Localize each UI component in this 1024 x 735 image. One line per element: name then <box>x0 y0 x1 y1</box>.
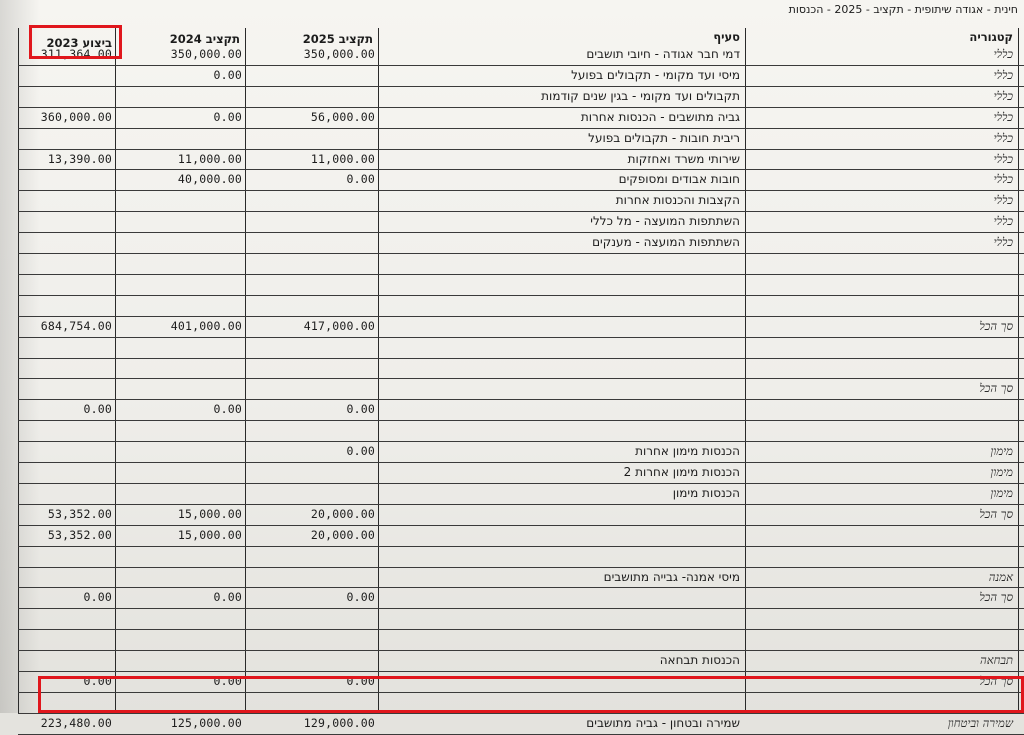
table-row-line <box>18 232 1024 233</box>
cell-category: מימון <box>990 444 1013 459</box>
cell-budget-2025: 0.00 <box>346 172 375 187</box>
cell-budget-2024: 0.00 <box>213 402 242 417</box>
cell-budget-2024: 0.00 <box>213 67 242 82</box>
cell-budget-2025: 350,000.00 <box>303 47 375 61</box>
cell-category: כללי <box>993 88 1013 103</box>
cell-actual-2023: 684,754.00 <box>40 318 112 333</box>
table-row-line <box>18 420 1024 421</box>
grid-line-category <box>1018 28 1019 713</box>
table-row-line <box>18 65 1024 66</box>
cell-item: שירותי משרד ואחזקות <box>627 151 740 166</box>
table-row-line <box>18 358 1024 359</box>
table-row-line <box>18 169 1024 170</box>
cell-budget-2024: 350,000.00 <box>170 47 242 61</box>
table-row-line <box>18 671 1024 672</box>
cell-category: אמנה <box>988 569 1013 584</box>
cell-category: סך הכל <box>979 674 1013 688</box>
table-row-line <box>18 107 1024 108</box>
cell-actual-2023: 53,352.00 <box>47 506 112 521</box>
cell-actual-2023: 53,352.00 <box>47 527 112 542</box>
table-row-line <box>18 587 1024 588</box>
cell-budget-2024: 125,000.00 <box>170 715 242 730</box>
cell-budget-2025: 56,000.00 <box>310 109 375 124</box>
cell-budget-2024: 11,000.00 <box>177 151 242 166</box>
cell-budget-2025: 0.00 <box>346 674 375 688</box>
table-row-line <box>18 378 1024 379</box>
cell-category: סך הכל <box>979 318 1013 333</box>
cell-budget-2025: 20,000.00 <box>310 527 375 542</box>
table-row-line <box>18 608 1024 609</box>
table-row-line <box>18 629 1024 630</box>
cell-actual-2023: 223,480.00 <box>40 715 112 730</box>
cell-actual-2023: 0.00 <box>83 402 112 417</box>
header-budget-2025: תקציב 2025 <box>302 32 373 46</box>
header-budget-2024: תקציב 2024 <box>169 32 240 46</box>
cell-budget-2024: 0.00 <box>213 674 242 688</box>
cell-item: גביה מתושבים - הכנסות אחרות <box>580 109 740 124</box>
cell-category: כללי <box>993 214 1013 229</box>
cell-category: כללי <box>993 151 1013 166</box>
grid-line-item <box>745 28 746 713</box>
cell-actual-2023: 13,390.00 <box>47 151 112 166</box>
cell-item: הכנסות מימון אחרות <box>635 444 740 459</box>
cell-budget-2024: 0.00 <box>213 590 242 605</box>
grid-line-left <box>18 28 19 713</box>
table-row-line <box>18 713 1024 714</box>
table-row-line <box>18 692 1024 693</box>
cell-budget-2024: 401,000.00 <box>170 318 242 333</box>
cell-budget-2024: 15,000.00 <box>177 527 242 542</box>
grid-line-actual <box>115 28 116 713</box>
cell-budget-2025: 0.00 <box>346 444 375 459</box>
table-row-line <box>18 190 1024 191</box>
table-row-line <box>18 650 1024 651</box>
cell-item: תקבולים ועד מקומי - בגין שנים קודמות <box>541 88 740 103</box>
table-row-line <box>18 316 1024 317</box>
cell-budget-2025: 20,000.00 <box>310 506 375 521</box>
cell-budget-2025: 0.00 <box>346 402 375 417</box>
cell-item: הכנסות מימון <box>672 485 740 500</box>
cell-actual-2023: 311,364.00 <box>40 47 112 61</box>
cell-category: כללי <box>993 67 1013 82</box>
cell-item: שמירה ובטחון - גביה מתושבים <box>586 715 740 730</box>
table-row-line <box>18 274 1024 275</box>
document-title: חינית - אגודה שיתופית - תקציב - 2025 - הכנסות <box>788 3 1018 16</box>
cell-actual-2023: 0.00 <box>83 674 112 688</box>
cell-category: מימון <box>990 485 1013 500</box>
cell-budget-2024: 0.00 <box>213 109 242 124</box>
cell-item: מיסי אמנה- גבייה מתושבים <box>603 569 740 584</box>
cell-actual-2023: 360,000.00 <box>40 109 112 124</box>
table-row-line <box>18 483 1024 484</box>
cell-item: השתתפות המועצה - מענקים <box>592 235 740 250</box>
cell-category: כללי <box>993 47 1013 61</box>
cell-budget-2024: 40,000.00 <box>177 172 242 187</box>
cell-item: הכנסות תבחאה <box>659 653 740 668</box>
header-item: סעיף <box>713 30 740 44</box>
cell-budget-2024: 15,000.00 <box>177 506 242 521</box>
table-row-line <box>18 399 1024 400</box>
cell-item: השתתפות המועצה - מל כללי <box>590 214 740 229</box>
grid-line-2024 <box>245 28 246 713</box>
table-row-line <box>18 567 1024 568</box>
cell-item: חובות אבודים ומסופקים <box>618 172 740 187</box>
table-row-line <box>18 253 1024 254</box>
cell-category: כללי <box>993 193 1013 208</box>
cell-item: דמי חבר אגודה - חיובי תושבים <box>586 47 740 61</box>
cell-budget-2025: 11,000.00 <box>310 151 375 166</box>
cell-category: שמירה וביטחון <box>947 715 1013 730</box>
table-row-line <box>18 211 1024 212</box>
table-row-line <box>18 441 1024 442</box>
cell-category: סך הכל <box>979 381 1013 396</box>
table-row-line <box>18 295 1024 296</box>
table-row-line <box>18 462 1024 463</box>
table-row-line <box>18 128 1024 129</box>
cell-item: הקצבות והכנסות אחרות <box>615 193 740 208</box>
cell-category: מימון <box>990 465 1013 479</box>
cell-actual-2023: 0.00 <box>83 590 112 605</box>
header-category: קטגוריה <box>969 30 1013 44</box>
header-actual-2023: ביצוע 2023 <box>46 36 112 50</box>
table-row-line <box>18 546 1024 547</box>
table-row-line <box>18 525 1024 526</box>
table-row-line <box>18 337 1024 338</box>
cell-budget-2025: 0.00 <box>346 590 375 605</box>
cell-item: הכנסות מימון אחרות 2 <box>623 465 740 479</box>
table-row-line <box>18 86 1024 87</box>
cell-category: כללי <box>993 130 1013 145</box>
cell-category: כללי <box>993 235 1013 250</box>
cell-item: מיסי ועד מקומי - תקבולים בפועל <box>571 67 740 82</box>
cell-budget-2025: 417,000.00 <box>303 318 375 333</box>
cell-category: תבחאה <box>979 653 1013 668</box>
table-row-line <box>18 149 1024 150</box>
table-row-line <box>18 504 1024 505</box>
cell-item: ריבית חובות - תקבולים בפועל <box>588 130 740 145</box>
cell-category: כללי <box>993 172 1013 187</box>
grid-line-2025 <box>378 28 379 713</box>
cell-category: סך הכל <box>979 590 1013 605</box>
cell-category: כללי <box>993 109 1013 124</box>
cell-category: סך הכל <box>979 506 1013 521</box>
cell-budget-2025: 129,000.00 <box>303 715 375 730</box>
